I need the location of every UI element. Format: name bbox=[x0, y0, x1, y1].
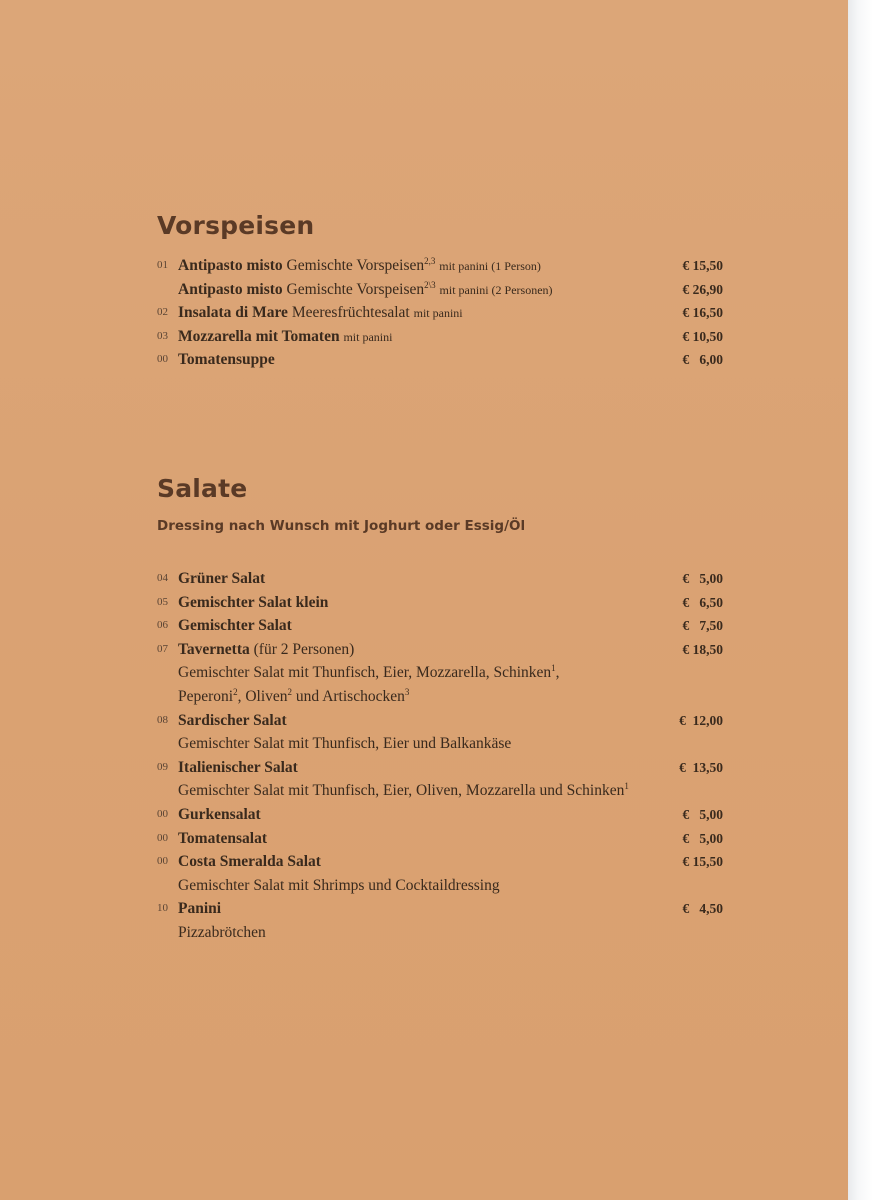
allergen-sup: 2\3 bbox=[424, 279, 436, 290]
item-number: 04 bbox=[157, 572, 168, 584]
item-description-line bbox=[0, 685, 848, 709]
item-number: 06 bbox=[157, 619, 168, 632]
item-price: € 12,00 bbox=[679, 712, 723, 728]
list-item bbox=[0, 756, 848, 780]
item-name: Gemischter Salat klein bbox=[178, 593, 329, 611]
list-item bbox=[0, 254, 848, 278]
allergen-sup: 2 bbox=[233, 686, 238, 697]
item-description: Gemischte Vorspeisen bbox=[286, 280, 425, 298]
item-name: Tavernetta bbox=[178, 640, 250, 658]
description-part: und Artischocken bbox=[292, 687, 405, 705]
list-item bbox=[0, 827, 848, 851]
item-description-line bbox=[0, 661, 848, 685]
item-number: 10 bbox=[157, 902, 168, 915]
allergen-sup: 3 bbox=[404, 686, 410, 697]
item-price: € 13,50 bbox=[679, 759, 723, 775]
section-title-vorspeisen: Vorspeisen bbox=[157, 211, 315, 240]
item-number: 05 bbox=[157, 595, 168, 608]
item-body bbox=[178, 278, 553, 303]
item-price: € 6,00 bbox=[682, 352, 723, 368]
item-name: Tomatensalat bbox=[178, 829, 267, 847]
item-price: € 5,00 bbox=[682, 571, 723, 586]
list-item bbox=[0, 325, 848, 349]
item-name: Mozzarella mit Tomaten bbox=[178, 327, 340, 345]
item-number: 03 bbox=[157, 329, 168, 342]
item-price: € 15,50 bbox=[682, 258, 723, 273]
item-number: 02 bbox=[157, 306, 168, 319]
item-body bbox=[178, 638, 354, 662]
description-part: Peperoni bbox=[178, 687, 234, 705]
item-body bbox=[178, 325, 392, 350]
description-text bbox=[178, 685, 409, 709]
item-name: Sardischer Salat bbox=[178, 711, 287, 729]
item-name: Panini bbox=[178, 900, 222, 918]
section-title-salate: Salate bbox=[157, 474, 248, 503]
list-item bbox=[0, 803, 848, 827]
allergen-sup: 1 bbox=[624, 781, 629, 792]
item-price: € 5,00 bbox=[682, 806, 723, 822]
description-text: Gemischter Salat mit Shrimps und Cocktaildressing bbox=[178, 876, 500, 894]
item-number: 09 bbox=[157, 760, 168, 773]
item-extra: (für 2 Personen) bbox=[253, 640, 355, 658]
item-number: 07 bbox=[157, 642, 168, 655]
item-price: € 6,50 bbox=[682, 594, 723, 610]
allergen-sup: 1 bbox=[551, 663, 556, 674]
item-price: € 15,50 bbox=[682, 854, 723, 870]
description-text: Gemischter Salat mit Thunfisch, Eier und Balkankäse bbox=[178, 735, 512, 753]
item-note: mit panini (2 Personen) bbox=[439, 282, 553, 297]
item-description-line bbox=[0, 732, 848, 756]
item-price: € 5,00 bbox=[682, 830, 723, 846]
item-name: Tomatensuppe bbox=[178, 351, 275, 369]
item-name: Antipasto misto bbox=[178, 280, 283, 298]
list-item bbox=[0, 348, 848, 372]
list-item bbox=[0, 301, 848, 325]
list-item bbox=[0, 591, 848, 615]
item-description: Gemischte Vorspeisen bbox=[286, 257, 425, 274]
item-name: Italienischer Salat bbox=[178, 758, 298, 776]
item-name: Gemischter Salat bbox=[178, 617, 292, 635]
scan-edge bbox=[848, 0, 873, 1200]
allergen-sup: 2 bbox=[287, 686, 293, 697]
list-item bbox=[0, 278, 848, 302]
item-price: € 7,50 bbox=[682, 618, 723, 634]
item-price: € 10,50 bbox=[682, 328, 723, 344]
item-price: € 26,90 bbox=[682, 281, 723, 297]
item-note: mit panini bbox=[343, 329, 393, 344]
vorspeisen-list bbox=[0, 254, 848, 372]
item-description: Meeresfrüchtesalat bbox=[291, 304, 410, 322]
list-item bbox=[0, 614, 848, 638]
item-number: 00 bbox=[157, 831, 168, 844]
item-name: Costa Smeralda Salat bbox=[178, 853, 321, 871]
item-price: € 18,50 bbox=[682, 641, 723, 657]
item-note: mit panini (1 Person) bbox=[439, 259, 541, 273]
item-number: 00 bbox=[157, 807, 168, 820]
item-name: Insalata di Mare bbox=[178, 304, 288, 322]
item-body bbox=[178, 301, 463, 326]
item-number: 00 bbox=[157, 855, 168, 868]
item-name: Antipasto misto bbox=[178, 257, 283, 274]
item-price: € 4,50 bbox=[682, 901, 723, 917]
item-description-line bbox=[0, 874, 848, 898]
item-note: mit panini bbox=[413, 306, 463, 321]
item-body bbox=[178, 254, 541, 279]
item-name: Grüner Salat bbox=[178, 570, 266, 587]
item-price: € 16,50 bbox=[682, 305, 723, 321]
section-subtitle: Dressing nach Wunsch mit Joghurt oder Essig/Öl bbox=[157, 518, 526, 534]
list-item bbox=[0, 709, 848, 733]
item-body bbox=[178, 348, 275, 372]
description-part: , Oliven bbox=[237, 687, 288, 705]
list-item bbox=[0, 897, 848, 921]
allergen-sup: 2,3 bbox=[424, 255, 436, 266]
item-number: 00 bbox=[157, 353, 168, 366]
list-item bbox=[0, 850, 848, 874]
description-part: Gemischter Salat mit Thunfisch, Eier, Mozzarella, Schinken bbox=[178, 664, 552, 682]
item-number: 08 bbox=[157, 713, 168, 726]
item-number: 01 bbox=[157, 259, 168, 271]
description-text: Gemischter Salat mit Thunfisch, Eier, Mozzarella, Schinken$^1$, bbox=[178, 663, 560, 682]
description-text: Pizzabrötchen bbox=[178, 923, 266, 941]
item-name: Gurkensalat bbox=[178, 805, 261, 823]
list-item bbox=[0, 567, 848, 591]
salate-list bbox=[0, 567, 848, 945]
item-description-line bbox=[0, 779, 848, 803]
description-text bbox=[178, 779, 629, 803]
list-item bbox=[0, 638, 848, 662]
item-description-line bbox=[0, 921, 848, 945]
description-part: Gemischter Salat mit Thunfisch, Eier, Oliven, Mozzarella und Schinken bbox=[178, 782, 625, 800]
